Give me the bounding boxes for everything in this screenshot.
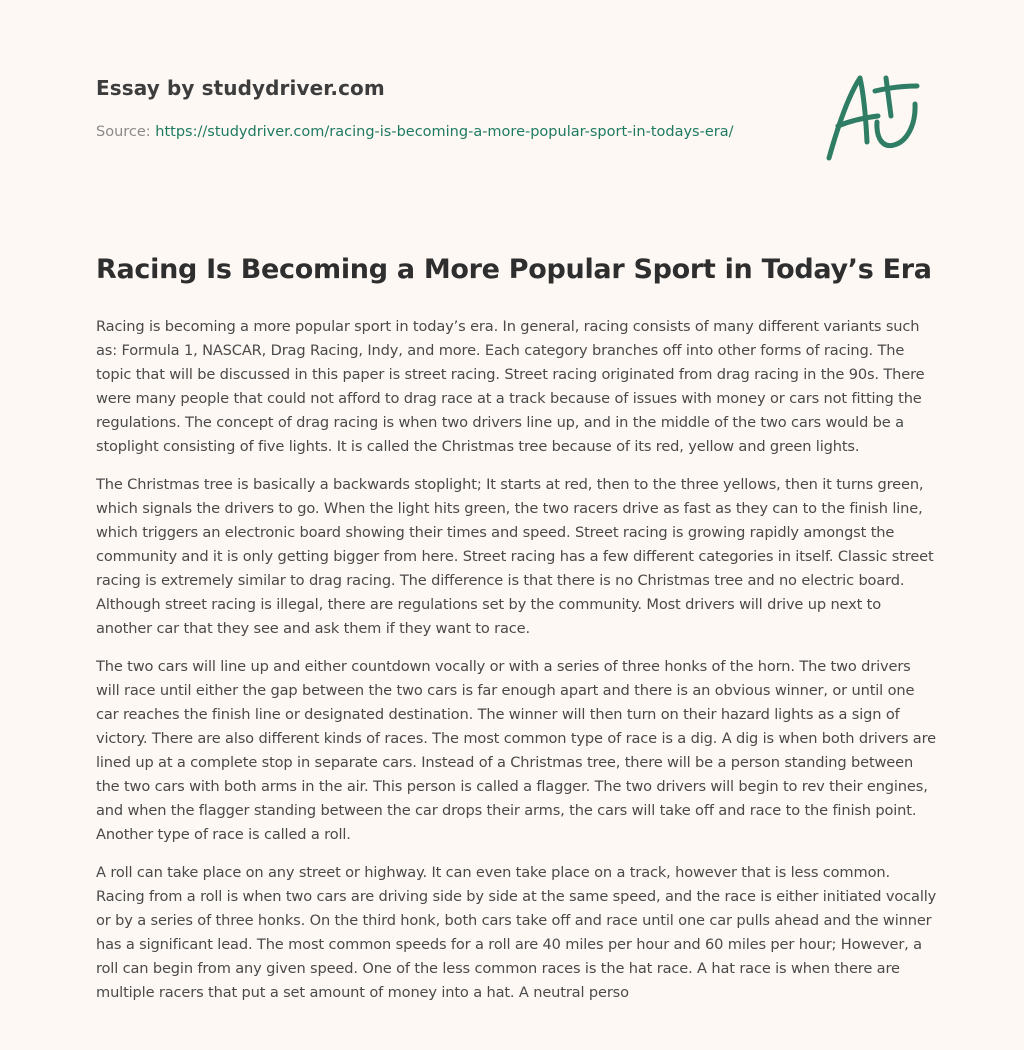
paragraph-2: The Christmas tree is basically a backwards stoplight; It starts at red, then to the three yellows, then it turns green, which signals the drivers to go. When the light hits green, the two racers drive as fast as they can to the finish line, which triggers an electronic board showing their times and speed. Street racing is growing rapidly amongst the community and it is only getting bigger from here. Street racing has a few different categories in itself. Classic street racing is extremely similar to drag racing. The difference is that there is no Christmas tree and no electric board. Although street racing is illegal, there are regulations set by the community. Most drivers will drive up next to another car that they see and ask them if they want to race. [96,476,934,637]
essay-body [96,315,938,1019]
paragraph-1: Racing is becoming a more popular sport in today’s era. In general, racing consists of many different variants such as: Formula 1, NASCAR, Drag Racing, Indy, and more. Each category branches off into other forms of racing. The topic that will be discussed in this paper is street racing. Street racing originated from drag racing in the 90s. There were many people that could not afford to drag race at a track because of issues with money or cars not fitting the regulations. The concept of drag racing is when two drivers line up, and in the middle of the two cars would be a stoplight consisting of five lights. It is called the Christmas tree because of its red, yellow and green lights. [96,318,925,455]
paragraph-3: The two cars will line up and either countdown vocally or with a series of three honks of the horn. The two drivers will race until either the gap between the two cars is far enough apart and there is an obvious winner, or until one car reaches the finish line or designated destination. The winner will then turn on their hazard lights as a sign of victory. There are also different kinds of races. The most common type of race is a dig. A dig is when both drivers are lined up at a complete stop in separate cars. Instead of a Christmas tree, there will be a person standing between the two cars with both arms in the air. This person is called a flagger. The two drivers will begin to rev their engines, and when the flagger standing between the car drops their arms, the cars will take off and race to the finish point. Another type of race is called a roll. [96,658,936,843]
paragraph-4: A roll can take place on any street or highway. It can even take place on a track, however that is less common. Racing from a roll is when two cars are driving side by side at the same speed, and the race is either initiated vocally or by a series of three honks. On the third honk, both cars take off and race until one car pulls ahead and the winner has a significant lead. The most common speeds for a roll are 40 miles per hour and 60 miles per hour; However, a roll can begin from any given speed. One of the less common races is the hat race. A hat race is when there are multiple racers that put a set amount of money into a hat. A neutral perso [96,864,937,1001]
source-link[interactable]: https://studydriver.com/racing-is-becoming-a-more-popular-sport-in-todays-era/ [155,124,734,140]
a-plus-icon [820,66,930,166]
site-brand: Essay by studydriver.com [96,76,385,100]
essay-header [96,76,796,140]
essay-title: Racing Is Becoming a More Popular Sport in Today’s Era [96,254,932,285]
a-plus-grade-logo [820,66,930,166]
source-line [96,124,796,140]
source-label: Source: [96,124,151,140]
